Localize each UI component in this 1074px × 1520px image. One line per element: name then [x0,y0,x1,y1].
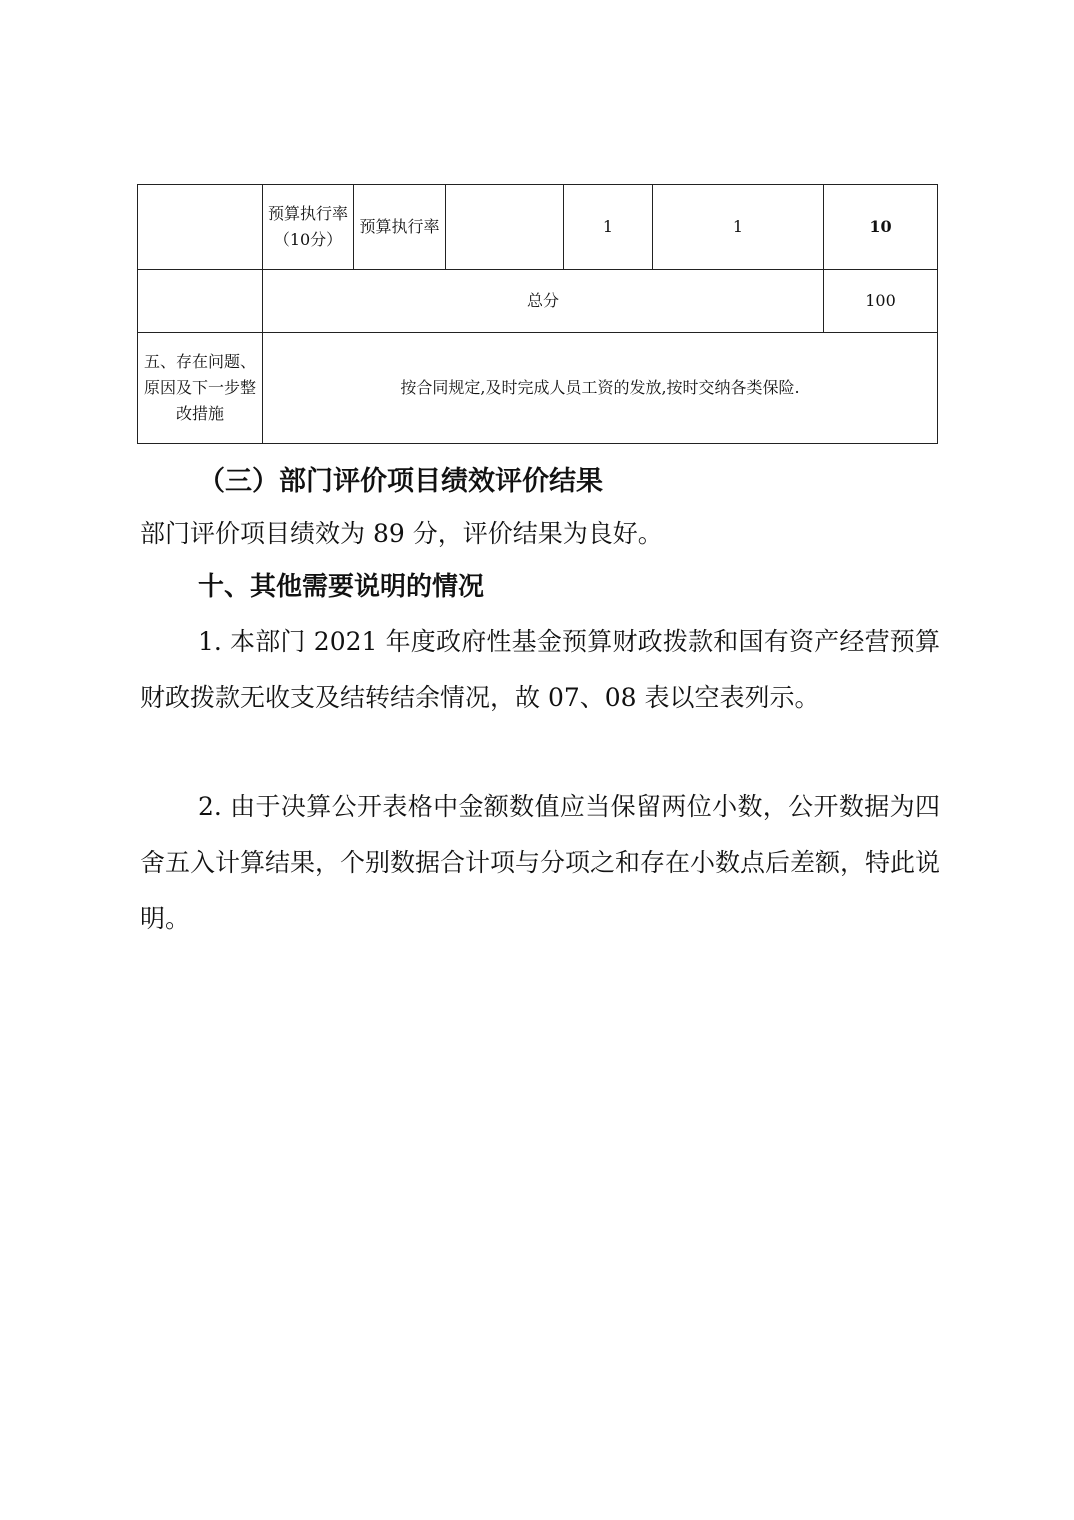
table-cell-actual-value: 1 [653,185,824,270]
evaluation-result-text: 部门评价项目绩效为 89 分，评价结果为良好。 [140,519,663,548]
table-cell-issues-content: 按合同规定,及时完成人员工资的发放,按时交纳各类保险. [263,333,938,444]
performance-table [137,184,938,444]
table-cell-indicator-level2: 预算执行率（10分） [263,185,354,270]
table-cell-empty [138,270,263,333]
section-heading-evaluation-result: （三）部门评价项目绩效评价结果 [198,466,603,497]
section-heading-other-notes: 十、其他需要说明的情况 [198,572,485,602]
table-cell-indicator-level3: 预算执行率 [354,185,446,270]
table-row-total [138,270,938,333]
table-row-issues [138,333,938,444]
table-cell-target-value: 1 [564,185,653,270]
note-paragraph-1: 1. 本部门 2021 年度政府性基金预算财政拨款和国有资产经营预算财政拨款无收支及结转结余情况，故 07、08 表以空表列示。 [140,627,940,712]
table-cell-empty [138,185,263,270]
table-cell-total-score: 100 [824,270,938,333]
table-cell-empty [446,185,564,270]
table-cell-score: 10 [824,185,938,270]
note-paragraph-2: 2. 由于决算公开表格中金额数值应当保留两位小数，公开数据为四舍五入计算结果，个别数据合计项与分项之和存在小数点后差额，特此说明。 [140,792,941,933]
table-row-budget-execution [138,185,938,270]
table-cell-issues-label: 五、存在问题、原因及下一步整改措施 [138,333,263,444]
table-cell-total-label: 总分 [263,270,824,333]
